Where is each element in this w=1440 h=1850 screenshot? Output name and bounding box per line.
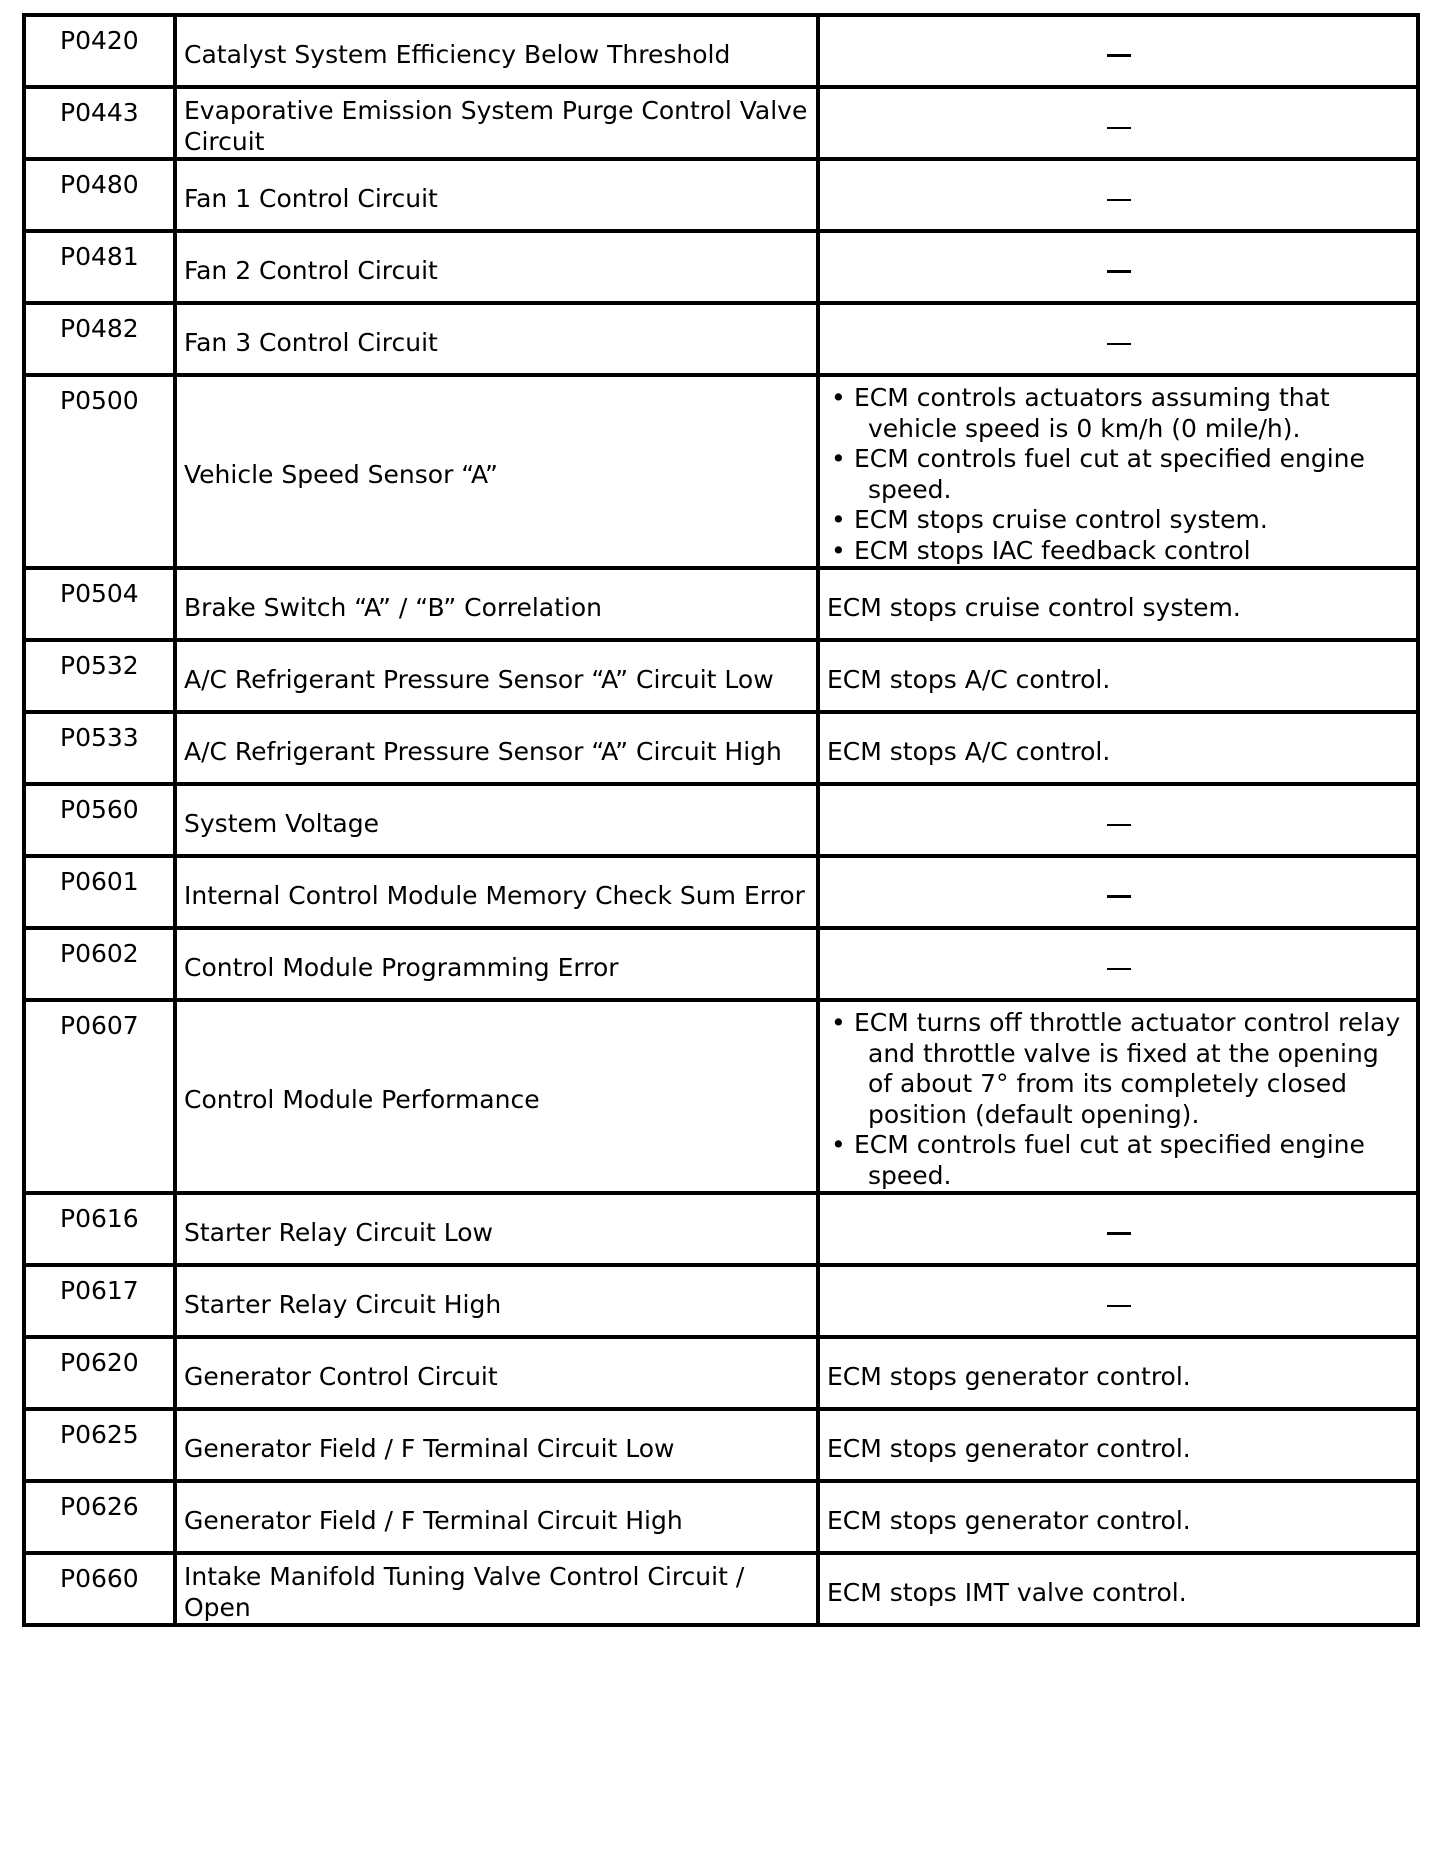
table-row bbox=[24, 568, 1418, 640]
table-row bbox=[24, 1409, 1418, 1481]
dtc-code-cell: P0601 bbox=[24, 856, 175, 928]
table-row bbox=[24, 640, 1418, 712]
action-bullet-text: ECM controls actuators assuming that vehicle speed is 0 km/h (0 mile/h). bbox=[854, 383, 1330, 443]
no-action-dash bbox=[1107, 199, 1131, 201]
fail-safe-action-cell bbox=[818, 856, 1418, 928]
bullet-icon: • bbox=[831, 505, 846, 534]
fail-safe-action-cell: ECM stops A/C control. bbox=[818, 640, 1418, 712]
dtc-description-cell: Fan 3 Control Circuit bbox=[175, 303, 818, 375]
fail-safe-action-cell bbox=[818, 1000, 1418, 1193]
action-bullet-text: ECM controls fuel cut at specified engine speed. bbox=[854, 1130, 1365, 1190]
fail-safe-action-cell: ECM stops generator control. bbox=[818, 1481, 1418, 1553]
action-bullet-item bbox=[827, 1008, 1410, 1130]
fail-safe-action-cell bbox=[818, 928, 1418, 1000]
dtc-description-cell: Generator Field / F Terminal Circuit Low bbox=[175, 1409, 818, 1481]
dtc-code-cell: P0500 bbox=[24, 375, 175, 568]
dtc-code-cell: P0616 bbox=[24, 1193, 175, 1265]
dtc-code-cell: P0420 bbox=[24, 15, 175, 87]
table-row bbox=[24, 856, 1418, 928]
action-bullet-item bbox=[827, 444, 1410, 505]
no-action-dash bbox=[1107, 54, 1131, 57]
dtc-description-cell: Generator Field / F Terminal Circuit High bbox=[175, 1481, 818, 1553]
table-row bbox=[24, 712, 1418, 784]
fail-safe-action-cell bbox=[818, 87, 1418, 159]
dtc-table bbox=[22, 13, 1420, 1627]
dtc-code-cell: P0480 bbox=[24, 159, 175, 231]
dtc-description-cell: Starter Relay Circuit High bbox=[175, 1265, 818, 1337]
action-bullet-list bbox=[827, 1008, 1410, 1191]
fail-safe-action-cell: ECM stops A/C control. bbox=[818, 712, 1418, 784]
table-row bbox=[24, 784, 1418, 856]
dtc-code-cell: P0532 bbox=[24, 640, 175, 712]
dtc-code-cell: P0443 bbox=[24, 87, 175, 159]
no-action-dash bbox=[1107, 127, 1131, 129]
dtc-description-cell: Fan 2 Control Circuit bbox=[175, 231, 818, 303]
dtc-code-cell: P0560 bbox=[24, 784, 175, 856]
action-bullet-list bbox=[827, 383, 1410, 566]
fail-safe-action-cell bbox=[818, 159, 1418, 231]
bullet-icon: • bbox=[831, 383, 846, 412]
action-bullet-item bbox=[827, 383, 1410, 444]
table-row bbox=[24, 159, 1418, 231]
bullet-icon: • bbox=[831, 444, 846, 473]
fail-safe-action-cell: ECM stops generator control. bbox=[818, 1409, 1418, 1481]
no-action-dash bbox=[1107, 895, 1131, 898]
action-bullet-text: ECM stops cruise control system. bbox=[854, 505, 1268, 534]
dtc-description-cell: Catalyst System Efficiency Below Threshold bbox=[175, 15, 818, 87]
fail-safe-action-cell: ECM stops cruise control system. bbox=[818, 568, 1418, 640]
no-action-dash bbox=[1107, 968, 1131, 970]
fail-safe-action-cell: ECM stops generator control. bbox=[818, 1337, 1418, 1409]
dtc-code-cell: P0607 bbox=[24, 1000, 175, 1193]
fail-safe-action-cell bbox=[818, 303, 1418, 375]
action-bullet-item bbox=[827, 536, 1410, 567]
no-action-dash bbox=[1107, 343, 1131, 345]
dtc-description-cell: Control Module Programming Error bbox=[175, 928, 818, 1000]
dtc-table-body bbox=[24, 15, 1418, 1625]
dtc-code-cell: P0482 bbox=[24, 303, 175, 375]
dtc-code-cell: P0602 bbox=[24, 928, 175, 1000]
no-action-dash bbox=[1107, 824, 1131, 826]
table-row bbox=[24, 1193, 1418, 1265]
table-row bbox=[24, 1337, 1418, 1409]
dtc-description-cell: Intake Manifold Tuning Valve Control Circuit / Open bbox=[175, 1553, 818, 1625]
no-action-dash bbox=[1107, 1232, 1131, 1235]
dtc-description-cell: Vehicle Speed Sensor “A” bbox=[175, 375, 818, 568]
action-bullet-text: ECM controls fuel cut at specified engine speed. bbox=[854, 444, 1365, 504]
fail-safe-action-cell bbox=[818, 1265, 1418, 1337]
action-bullet-text: ECM turns off throttle actuator control relay and throttle valve is fixed at the opening of about 7° from its completely closed position (default opening). bbox=[854, 1008, 1401, 1129]
dtc-description-cell: Brake Switch “A” / “B” Correlation bbox=[175, 568, 818, 640]
table-row bbox=[24, 1000, 1418, 1193]
table-row bbox=[24, 15, 1418, 87]
dtc-description-cell: Fan 1 Control Circuit bbox=[175, 159, 818, 231]
dtc-code-cell: P0626 bbox=[24, 1481, 175, 1553]
fail-safe-action-cell: ECM stops IMT valve control. bbox=[818, 1553, 1418, 1625]
bullet-icon: • bbox=[831, 535, 846, 565]
no-action-dash bbox=[1107, 1305, 1131, 1307]
fail-safe-action-cell bbox=[818, 231, 1418, 303]
table-row bbox=[24, 1553, 1418, 1625]
fail-safe-action-cell bbox=[818, 375, 1418, 568]
table-row bbox=[24, 928, 1418, 1000]
table-row bbox=[24, 375, 1418, 568]
dtc-description-cell: System Voltage bbox=[175, 784, 818, 856]
bullet-icon: • bbox=[831, 1008, 846, 1037]
dtc-code-cell: P0660 bbox=[24, 1553, 175, 1625]
dtc-code-cell: P0617 bbox=[24, 1265, 175, 1337]
fail-safe-action-cell bbox=[818, 784, 1418, 856]
table-row bbox=[24, 1481, 1418, 1553]
dtc-description-cell: A/C Refrigerant Pressure Sensor “A” Circuit High bbox=[175, 712, 818, 784]
dtc-description-cell: Control Module Performance bbox=[175, 1000, 818, 1193]
table-row bbox=[24, 1265, 1418, 1337]
fail-safe-action-cell bbox=[818, 1193, 1418, 1265]
bullet-icon: • bbox=[831, 1130, 846, 1159]
dtc-code-cell: P0625 bbox=[24, 1409, 175, 1481]
action-bullet-item bbox=[827, 505, 1410, 536]
fail-safe-action-cell bbox=[818, 15, 1418, 87]
table-row bbox=[24, 303, 1418, 375]
action-bullet-text: ECM stops IAC feedback control bbox=[854, 535, 1251, 565]
dtc-description-cell: Generator Control Circuit bbox=[175, 1337, 818, 1409]
dtc-description-cell: A/C Refrigerant Pressure Sensor “A” Circuit Low bbox=[175, 640, 818, 712]
action-bullet-item bbox=[827, 1130, 1410, 1191]
dtc-code-cell: P0481 bbox=[24, 231, 175, 303]
dtc-description-cell: Internal Control Module Memory Check Sum Error bbox=[175, 856, 818, 928]
dtc-description-cell: Starter Relay Circuit Low bbox=[175, 1193, 818, 1265]
dtc-description-cell: Evaporative Emission System Purge Control Valve Circuit bbox=[175, 87, 818, 159]
dtc-code-cell: P0620 bbox=[24, 1337, 175, 1409]
table-row bbox=[24, 231, 1418, 303]
dtc-code-cell: P0504 bbox=[24, 568, 175, 640]
dtc-code-cell: P0533 bbox=[24, 712, 175, 784]
table-row bbox=[24, 87, 1418, 159]
no-action-dash bbox=[1107, 270, 1131, 273]
